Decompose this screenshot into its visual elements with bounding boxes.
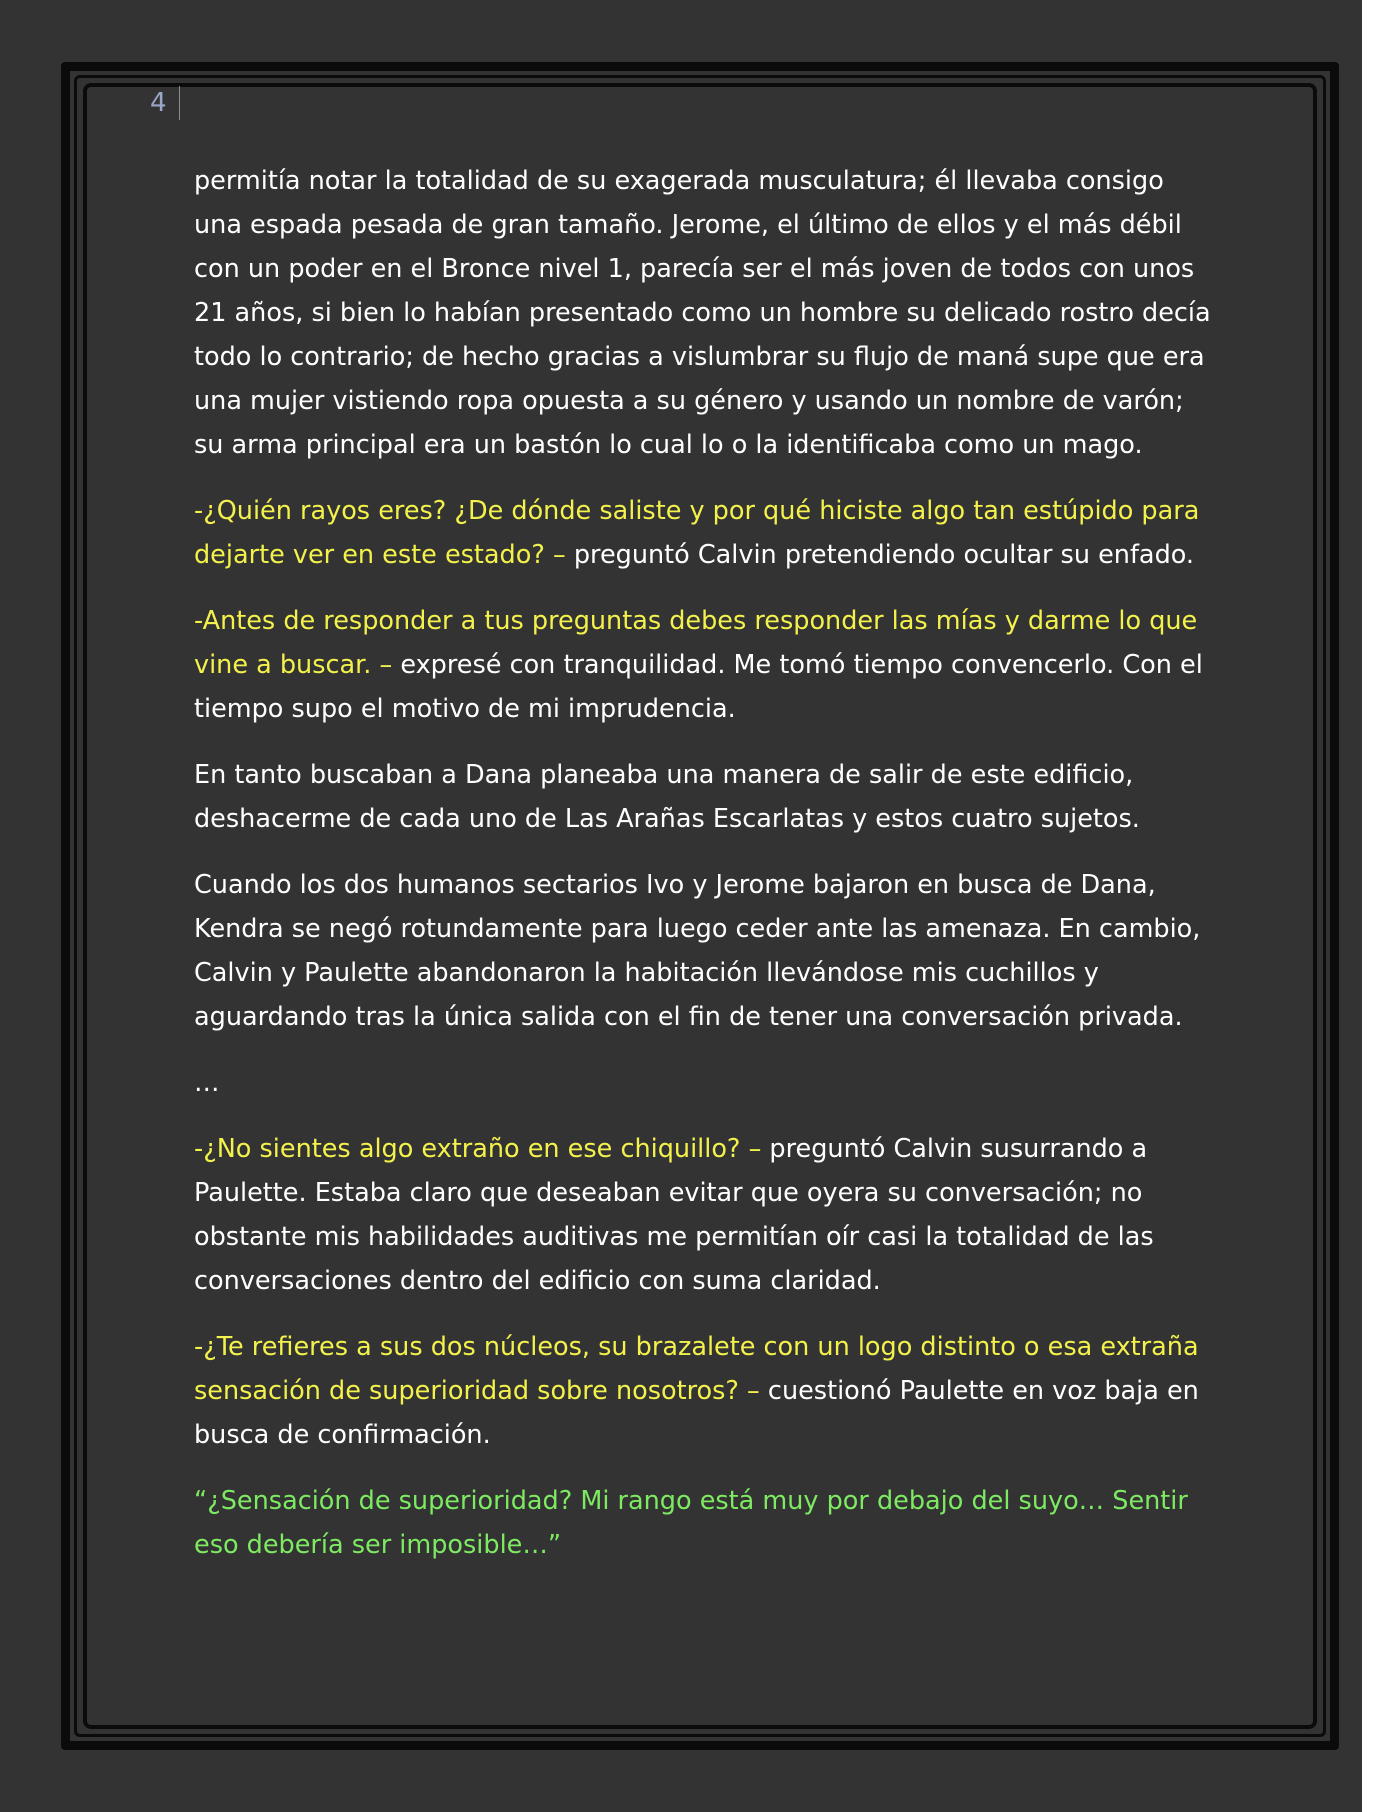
dialogue-paragraph	[194, 489, 1214, 577]
narration-text: cuestionó Paulette en voz baja en busca de confirmación.	[194, 1376, 1199, 1450]
dialogue-paragraph	[194, 1127, 1214, 1303]
narration-text: expresé con tranquilidad. Me tomó tiempo convencerlo. Con el tiempo supo el motivo de mi imprudencia.	[194, 650, 1203, 724]
dialogue-text: -Antes de responder a tus preguntas debes responder las mías y darme lo que vine a buscar. –	[194, 606, 1198, 680]
scene-break	[194, 1061, 1214, 1105]
page-edge-strip	[1362, 0, 1400, 1812]
narration-text: En tanto buscaban a Dana planeaba una manera de salir de este edificio, deshacerme de cada uno de Las Arañas Escarlatas y estos cuatro sujetos.	[194, 760, 1140, 834]
page-number: 4	[150, 86, 180, 120]
thought-text: “¿Sensación de superioridad? Mi rango está muy por debajo del suyo… Sentir eso debería ser imposible…”	[194, 1486, 1188, 1560]
dialogue-text: -¿Quién rayos eres? ¿De dónde saliste y por qué hiciste algo tan estúpido para dejarte ver en este estado? –	[194, 496, 1200, 570]
thought-paragraph	[194, 1479, 1214, 1567]
narration-paragraph	[194, 753, 1214, 841]
dialogue-paragraph	[194, 1325, 1214, 1457]
narration-text: Cuando los dos humanos sectarios Ivo y Jerome bajaron en busca de Dana, Kendra se negó rotundamente para luego ceder ante las amenaza. En cambio, Calvin y Paulette abandonaron la habitación llevándose mis cuchillos y aguardando tras la única salida con el fin de tener una conversación privada.	[194, 870, 1201, 1032]
page-body	[194, 159, 1214, 1589]
dialogue-text: -¿No sientes algo extraño en ese chiquillo? –	[194, 1134, 762, 1164]
narration-paragraph	[194, 863, 1214, 1039]
narration-paragraph	[194, 159, 1214, 467]
narration-text: permitía notar la totalidad de su exagerada musculatura; él llevaba consigo una espada pesada de gran tamaño. Jerome, el último de ellos y el más débil con un poder en el Bronce nivel 1, parecía ser el más joven de todos con unos 21 años, si bien lo habían presentado como un hombre su delicado rostro decía todo lo contrario; de hecho gracias a vislumbrar su flujo de maná supe que era una mujer vistiendo ropa opuesta a su género y usando un nombre de varón; su arma principal era un bastón lo cual lo o la identificaba como un mago.	[194, 166, 1211, 460]
ellipsis-text: …	[194, 1068, 220, 1098]
dialogue-paragraph	[194, 599, 1214, 731]
dialogue-text: -¿Te refieres a sus dos núcleos, su brazalete con un logo distinto o esa extraña sensación de superioridad sobre nosotros? –	[194, 1332, 1199, 1406]
narration-text: preguntó Calvin susurrando a Paulette. Estaba claro que deseaban evitar que oyera su conversación; no obstante mis habilidades auditivas me permitían oír casi la totalidad de las conversaciones dentro del edificio con suma claridad.	[194, 1134, 1154, 1296]
narration-text: preguntó Calvin pretendiendo ocultar su enfado.	[565, 540, 1195, 570]
